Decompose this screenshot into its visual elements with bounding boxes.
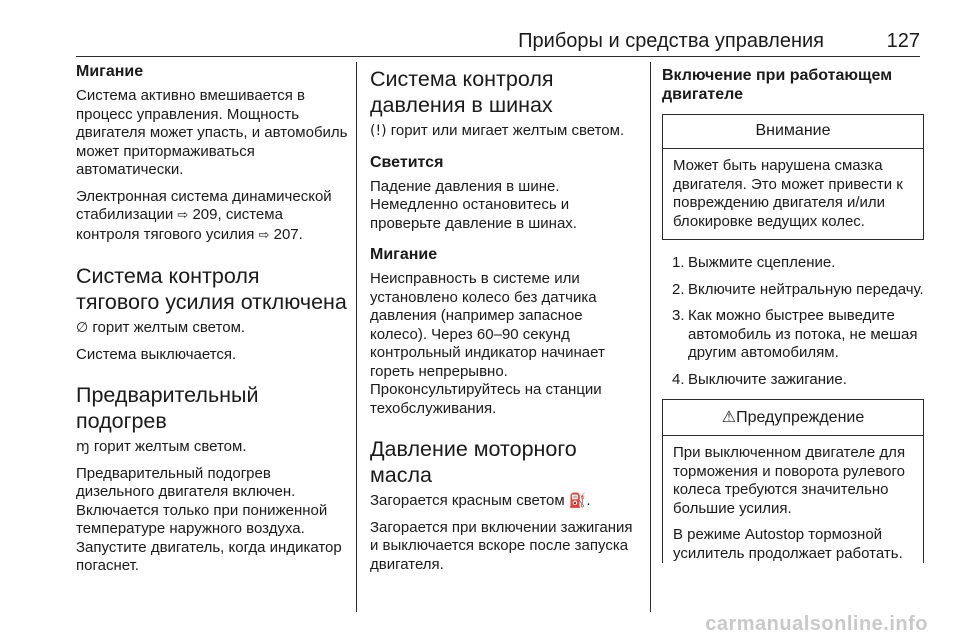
column-3 <box>662 62 924 612</box>
esc-reference-paragraph: Электронная система динамической стабилизации ⇨ 209, система контроля тягового усилия ⇨ 207. <box>76 187 332 243</box>
oil-can-icon: ⛽ <box>568 493 587 509</box>
steps-list <box>662 254 924 389</box>
warning-text-1: При выключенном двигателе для торможения и поворота рулевого колеса требуются значительно большие усилия. <box>673 444 906 517</box>
tpms-paragraph: (!) горит или мигает желтым светом. <box>370 122 625 139</box>
watermark: carmanualsonline.info <box>705 613 928 635</box>
blink-heading: Мигание <box>76 63 144 80</box>
oil-pressure-paragraph: Загорается красным светом ⛽. <box>370 492 591 509</box>
column-1 <box>76 62 348 612</box>
blink-paragraph-2: Неисправность в системе или установлено колесо без датчика давления (например запасное колесо). Через 60–90 секунд контрольный индикатор начинает гореть непрерывно. Проконсультируйтесь на станции техобслуживания. <box>370 270 605 417</box>
caution-title: Внимание <box>663 115 923 149</box>
page-header <box>76 24 920 54</box>
warning-triangle-icon: ⚠ <box>721 407 737 426</box>
page-ref-arrow-icon: ⇨ <box>258 227 270 243</box>
caution-box <box>662 114 924 240</box>
list-item: 2. Включите нейтральную передачу. <box>672 280 924 298</box>
glow-plug-icon: ɱ <box>76 439 90 455</box>
blink-heading-2: Мигание <box>370 246 438 263</box>
warning-title: Предупреждение <box>736 409 865 426</box>
warning-box <box>662 399 924 563</box>
warning-text-2: В режиме Autostop тормозной усилитель продолжает работать. <box>673 526 903 562</box>
warning-title-row <box>663 400 923 436</box>
oil-pressure-paragraph-2: Загорается при включении зажигания и выключается вскоре после запуска двигателя. <box>370 518 633 573</box>
page-ref-link[interactable]: 207 <box>273 225 299 243</box>
header-title: Приборы и средства управления <box>518 30 824 52</box>
list-item: 3. Как можно быстрее выведите автомобиль из потока, не мешая другим автомобилям. <box>672 307 918 361</box>
column-divider-2 <box>650 62 651 612</box>
traction-off-icon: ∅ <box>76 320 89 336</box>
preheat-heading: Предварительный подогрев <box>76 383 259 433</box>
preheat-paragraph: ɱ горит желтым светом. <box>76 438 247 455</box>
column-2 <box>370 62 638 612</box>
caution-text: Может быть нарушена смазка двигателя. Это может привести к повреждению двигателя и/или блокировке ведущих колес. <box>673 157 903 230</box>
page-number: 127 <box>886 30 920 52</box>
traction-off-paragraph-2: Система выключается. <box>76 345 237 363</box>
tpms-heading: Система контроля давления в шинах <box>370 67 554 117</box>
column-divider-1 <box>356 62 357 612</box>
page-ref-arrow-icon: ⇨ <box>177 208 189 223</box>
blink-paragraph: Система активно вмешивается в процесс управления. Мощность двигателя может упасть, и автомобиль может притормаживаться автоматически. <box>76 87 348 178</box>
traction-off-paragraph: ∅ горит желтым светом. <box>76 319 246 336</box>
lit-heading: Светится <box>370 153 444 171</box>
oil-pressure-heading: Давление моторного масла <box>370 437 577 487</box>
tire-pressure-icon: (!) <box>370 123 387 139</box>
traction-off-heading: Система контроля тягового усилия отключена <box>76 264 347 314</box>
lit-paragraph: Падение давления в шине. Немедленно остановитесь и проверьте давление в шинах. <box>370 177 577 232</box>
list-item: 4. Выключите зажигание. <box>672 370 847 388</box>
list-item: 1. Выжмите сцепление. <box>672 254 836 271</box>
header-rule <box>76 56 920 57</box>
page-ref-link[interactable]: 209 <box>192 206 218 223</box>
preheat-paragraph-2: Предварительный подогрев дизельного двигателя включен. Включается только при пониженной температуре наружного воздуха. Запустите двигатель, когда индикатор погаснет. <box>76 464 342 574</box>
running-engine-heading: Включение при работающем двигателе <box>662 67 893 103</box>
